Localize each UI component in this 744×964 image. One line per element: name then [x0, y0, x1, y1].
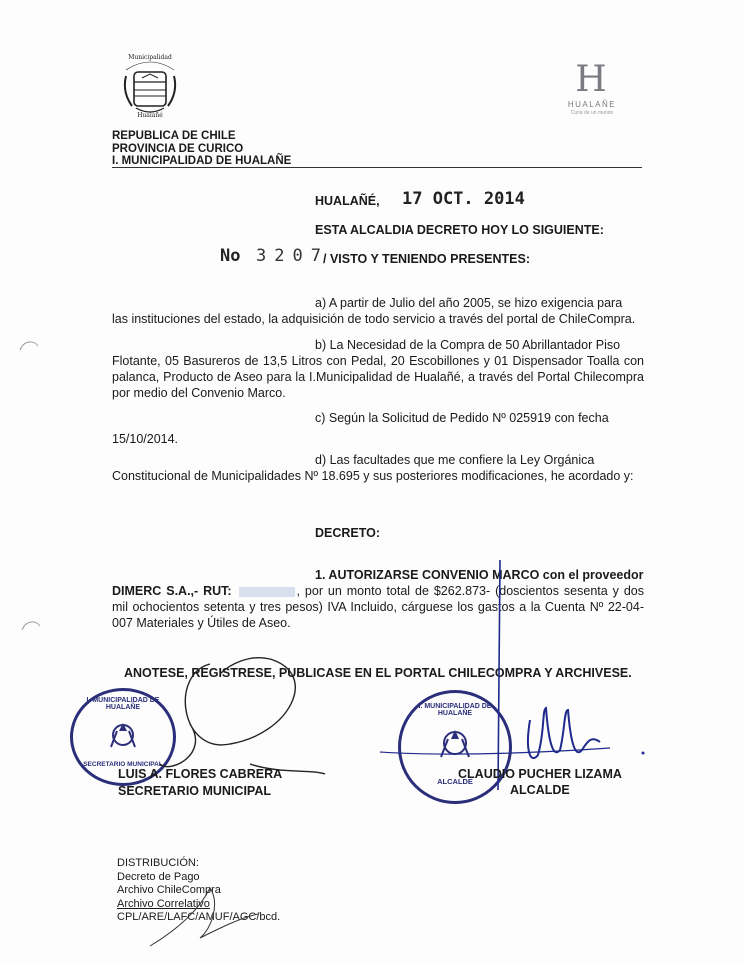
logo-name: HUALAÑE	[567, 100, 617, 109]
consideration-a	[112, 295, 644, 327]
logo-tagline: Cuna de un mundo	[570, 110, 614, 116]
consideration-b	[112, 337, 644, 401]
decree-heading: ESTA ALCALDIA DECRETO HOY LO SIGUIENTE:	[315, 223, 604, 237]
article-1-rest: , por un monto total de $262.873- (doscientos sesenta y dos mil ochocientos setenta y tres pesos) IVA Incluido, cárguese los gastos a la Cuenta Nº 22-04-007 Materiales y Útiles de Aseo.	[112, 584, 644, 630]
mayor-signature	[360, 560, 650, 800]
date-stamp: 17 OCT. 2014	[402, 189, 525, 209]
distribution-item: Archivo Correlativo	[117, 897, 210, 910]
chile-coat-icon	[105, 717, 141, 753]
consideration-b-first: b) La Necesidad de la Compra de 50 Abrillantador Piso	[315, 338, 621, 352]
decree-number-prefix: No	[220, 246, 241, 266]
secretary-stamp-bottom: SECRETARIO MUNICIPAL	[83, 761, 163, 768]
mayor-stamp-top: I. MUNICIPALIDAD DE HUALAÑE	[418, 703, 492, 717]
decree-number: 3207	[256, 246, 329, 266]
decree-number-line	[220, 246, 550, 268]
hualane-logo	[560, 60, 624, 132]
punch-hole-mark	[18, 338, 40, 352]
consideration-c-first: c) Según la Solicitud de Pedido Nº 025919 con fecha	[315, 411, 609, 425]
org-header	[112, 130, 291, 168]
org-line-municipality: I. MUNICIPALIDAD DE HUALAÑE	[112, 155, 292, 167]
distribution-item: Archivo ChileCompra	[117, 884, 221, 896]
decreto-heading: DECRETO:	[315, 526, 381, 540]
org-line-province: PROVINCIA DE CURICO	[112, 142, 244, 155]
mayor-title: ALCALDE	[510, 783, 570, 797]
consideration-d-first: d) Las facultades que me confiere la Ley Orgánica	[315, 453, 595, 467]
consideration-a-rest: las instituciones del estado, la adquisición de todo servicio a través del portal de ChileCompra.	[112, 312, 636, 326]
org-line-country: REPUBLICA DE CHILE	[112, 130, 236, 142]
secretary-stamp-top: I. MUNICIPALIDAD DE HUALAÑE	[86, 697, 160, 711]
secretary-title: SECRETARIO MUNICIPAL	[118, 784, 272, 798]
mayor-stamp-bottom: ALCALDE	[437, 777, 473, 786]
punch-hole-mark	[20, 618, 42, 632]
secretary-signature	[150, 634, 330, 784]
consideration-d-rest: Constitucional de Municipalidades Nº 18.695 y sus posteriores modificaciones, he acordado y:	[112, 469, 634, 483]
supplier-name: DIMERC S.A.,- RUT:	[112, 584, 232, 598]
redacted-rut	[239, 587, 295, 597]
closing-statement: ANOTESE, REGISTRESE, PUBLICASE EN EL PORTAL CHILECOMPRA Y ARCHIVESE.	[124, 666, 632, 680]
consideration-c	[112, 410, 644, 447]
distribution-item: CPL/ARE/LAFC/AMUF/AGC/bcd.	[117, 911, 281, 923]
distribution-heading: DISTRIBUCIÓN:	[117, 857, 199, 869]
mayor-name: CLAUDIO PUCHER LIZAMA	[458, 767, 622, 781]
municipal-seal	[112, 48, 188, 124]
consideration-b-rest: Flotante, 05 Basureros de 13,5 Litros con Pedal, 20 Escobillones y 01 Dispensador Toalla con palanca, Producto de Aseo para la I.Municipalidad de Hualañé, a través del Portal Chilecompra por medio del Convenio Marco.	[112, 354, 644, 400]
distribution-item: Decreto de Pago	[117, 870, 200, 883]
article-1-first: 1. AUTORIZARSE CONVENIO MARCO con el proveedor	[315, 568, 644, 582]
header-rule	[112, 167, 642, 168]
consideration-d	[112, 452, 644, 484]
seal-bottom-text: Hualañé	[137, 112, 163, 119]
dateline-place: HUALAÑÉ,	[315, 194, 380, 208]
visto-label: / VISTO Y TENIENDO PRESENTES:	[323, 252, 530, 266]
consideration-a-first: a) A partir de Julio del año 2005, se hizo exigencia para	[315, 296, 623, 310]
initials-signature	[140, 878, 260, 948]
logo-letter: H	[575, 59, 609, 100]
consideration-c-rest: 15/10/2014.	[112, 432, 179, 446]
secretary-name: LUIS A. FLORES CABRERA	[118, 767, 283, 781]
seal-top-text: Municipalidad	[128, 54, 172, 61]
